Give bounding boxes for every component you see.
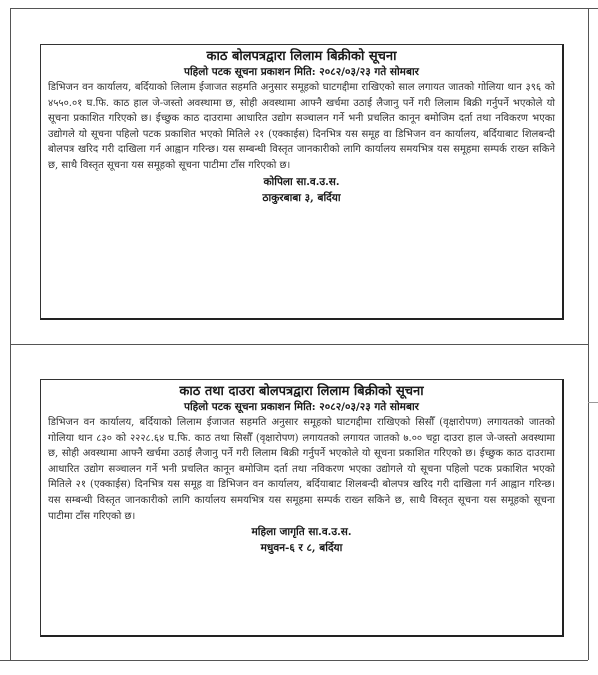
notice-title: काठ बोलपत्रद्वारा लिलाम बिक्रीको सूचना	[206, 49, 397, 64]
frame-line-tick	[588, 402, 598, 403]
auction-notice-1	[40, 44, 564, 320]
notice-body: डिभिजन वन कार्यालय, बर्दियाको लिलाम ईजाजत सहमति अनुसार समूहको घाटगद्दीमा राखिएको साल लगायत जातको गोलिया थान ३९६ को ४५५०.०१ घ.फि. काठ हाल जे-जस्तो अवस्थामा छ, सोही अवस्थामा आफ्नै खर्चमा उठाई लैजानु पर्ने गरी लिलाम बिक्री गर्नुपर्ने भएकोले यो सूचना प्रकाशित गरिएको छ। ईच्छुक काठ दाउरामा आधारित उद्योग सञ्चालन गर्ने भनी प्रचलित कानून बमोजिम दर्ता तथा नविकरण भएका उद्योगले यो सूचना पहिलो पटक प्रकाशित भएको मितिले २१ (एक्काईस) दिनभित्र यस समूह वा डिभिजन वन कार्यालय, बर्दियाबाट शिलबन्दी बोलपत्र खरिद गरी दाखिला गर्न आह्वान गरिन्छ। यस सम्बन्धी विस्तृत जानकारीको लागि कार्यालय समयभित्र यस समूहमा सम्पर्क राख्न सकिने छ, साथै विस्तृत सूचना यस समूहको सूचना पाटीमा टाँस गरिएको छ।	[48, 82, 555, 171]
auction-notice-2	[40, 379, 564, 637]
notice-publication-date: पहिलो पटक सूचना प्रकाशन मिति: २०८२/०३/२३ गते सोमबार	[184, 66, 419, 78]
notice-organization: महिला जागृति सा.व.उ.स.	[251, 526, 352, 539]
notice-publication-date: पहिलो पटक सूचना प्रकाशन मिति: २०८२/०३/२३ गते सोमबार	[184, 401, 419, 413]
frame-line-top	[10, 8, 598, 9]
notice-body: डिभिजन वन कार्यालय, बर्दियाको लिलाम ईजाजत सहमति अनुसार समूहको घाटगद्दीमा राखिएको सिसौँ (वृक्षारोपण) लगायतको जातको गोलिया थान ८३० को २२२८.६४ घ.फि. काठ तथा सिसौँ (वृक्षारोपण) लगायतको लगायत जातको ७.०० चट्टा दाउरा हाल जे-जस्तो अवस्थामा छ, सोही अवस्थामा आफ्नै खर्चमा उठाई लैजानु पर्ने गरी लिलाम बिक्री गर्नुपर्ने भएकोले यो सूचना प्रकाशित गरिएको छ। ईच्छुक काठ दाउरामा आधारित उद्योग सञ्चालन गर्ने भनी प्रचलित कानून बमोजिम दर्ता तथा नविकरण भएका उद्योगले यो सूचना पहिलो पटक प्रकाशित भएको मितिले २१ (एक्काईस) दिनभित्र यस समूह वा डिभिजन वन कार्यालय, बर्दियाबाट शिलबन्दी बोलपत्र खरिद गरी दाखिला गर्न आह्वान गरिन्छ। यस सम्बन्धी विस्तृत जानकारीको लागि कार्यालय समयभित्र यस समूहमा सम्पर्क राख्न सकिने छ, साथै विस्तृत सूचना यस समूहको सूचना पाटीमा टाँस गरिएको छ।	[48, 417, 555, 522]
frame-line-right	[588, 8, 589, 660]
notice-title: काठ तथा दाउरा बोलपत्रद्वारा लिलाम बिक्रीको सूचना	[179, 384, 424, 399]
frame-line-middle	[10, 344, 588, 345]
notice-address: ठाकुरबाबा ३, बर्दिया	[262, 191, 341, 204]
frame-line-bottom	[0, 660, 588, 661]
notice-organization: कोपिला सा.व.उ.स.	[263, 175, 340, 188]
frame-line-left	[10, 8, 11, 660]
notice-address: मधुवन-६ र ८, बर्दिया	[260, 542, 343, 555]
